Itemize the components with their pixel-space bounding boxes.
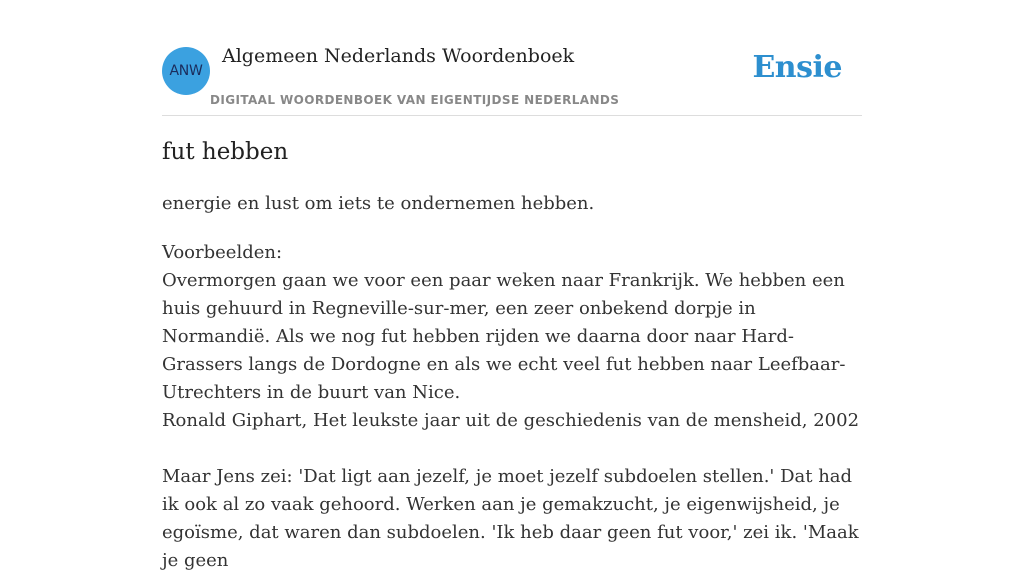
- anw-logo[interactable]: [162, 47, 210, 95]
- site-header: [162, 0, 862, 116]
- examples-section: [162, 239, 862, 575]
- example-spacer: [162, 435, 862, 463]
- site-title[interactable]: Algemeen Nederlands Woordenboek: [222, 45, 575, 67]
- page: [162, 0, 862, 571]
- ensie-brand-link[interactable]: Ensie: [752, 50, 842, 85]
- example-source: Ronald Giphart, Het leukste jaar uit de geschiedenis van de mensheid, 2002: [162, 410, 860, 431]
- example-text: Maar Jens zei: 'Dat ligt aan jezelf, je moet jezelf subdoelen stellen.' Dat had ik ook al zo vaak gehoord. Werken aan je gemakzucht, je eigenwijsheid, je egoïsme, dat waren dan subdoelen. 'Ik heb daar geen fut voor,' zei ik. 'Maak je geen: [162, 466, 859, 571]
- entry-definition: energie en lust om iets te ondernemen hebben.: [162, 193, 595, 214]
- example-text: Overmorgen gaan we voor een paar weken naar Frankrijk. We hebben een huis gehuurd in Regneville-sur-mer, een zeer onbekend dorpje in Normandië. Als we nog fut hebben rijden we daarna door naar Hard-Grassers langs de Dordogne en als we echt veel fut hebben naar Leefbaar-Utrechters in de buurt van Nice.: [162, 270, 846, 403]
- site-subtitle: DIGITAAL WOORDENBOEK VAN EIGENTIJDSE NEDERLANDS: [210, 93, 620, 107]
- logo-text: ANW: [169, 63, 203, 79]
- entry-title: fut hebben: [162, 139, 289, 165]
- examples-label: Voorbeelden:: [162, 242, 283, 263]
